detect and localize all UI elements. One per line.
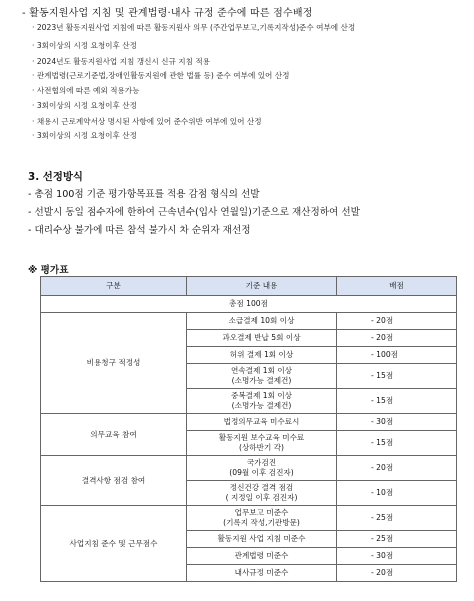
list-item: · 2023년 활동지원사업 지침에 따른 활동지원사 의무 (주간업무보고,기록지작성)준수 여부에 산정 [32,23,356,32]
list-item: · 3회이상의 시정 요청이후 산정 [32,131,137,140]
table-row [41,506,457,531]
evaluation-table [40,276,457,582]
score-cell: - 15점 [337,431,457,456]
list-item: · 관계법령(근로기준법,장애인활동지원에 관한 법률 등) 준수 여부에 있어 산정 [32,71,290,80]
criteria-note: (소명가능 결제건) [231,376,292,385]
criteria-line: 국가검진 [246,458,277,467]
score-cell: - 30점 [337,414,457,431]
criteria-cell [187,565,337,582]
score-cell: - 100점 [337,347,457,364]
criteria-line: 활동지원 사업 지침 미준수 [217,534,306,543]
score-cell: - 15점 [337,364,457,389]
criteria-line: 활동지원 보수교육 미수료 [218,433,305,442]
score-cell: - 20점 [337,313,457,330]
criteria-cell [187,531,337,548]
criteria-cell [187,506,337,531]
score-cell: - 15점 [337,389,457,414]
criteria-cell [187,313,337,330]
total-score: 총점 100점 [41,296,457,313]
section3-title: 3. 선정방식 [28,171,83,183]
column-header: 구분 [41,277,187,296]
score-cell: - 25점 [337,506,457,531]
criteria-line: 중복결제 1회 이상 [230,391,292,400]
criteria-line: 정신건강 결격 점검 [229,483,294,492]
score-cell: - 20점 [337,330,457,347]
criteria-line: 법정의무교육 미수료시 [223,417,300,426]
criteria-note: (소명가능 결제건) [231,401,292,410]
list-item: · 2024년도 활동지원사업 지침 갱신시 신규 지침 적용 [32,57,211,66]
table-header-row [41,277,457,296]
category-cell: 의무교육 참여 [41,414,187,456]
list-item: - 총점 100점 기준 평가항목표를 적용 감점 형식의 선발 [28,189,260,200]
criteria-line: 내사규정 미준수 [234,568,289,577]
criteria-cell [187,414,337,431]
criteria-cell [187,456,337,481]
column-header: 기준 내용 [187,277,337,296]
table-row [41,456,457,481]
total-row [41,296,457,313]
criteria-line: 과오결제 반납 5회 이상 [222,333,301,342]
criteria-line: 업무보고 미준수 [234,508,289,517]
list-item: - 선발시 동일 점수자에 한하여 근속년수(입사 연월일)기준으로 재산정하여 선발 [28,207,360,218]
table-row [41,313,457,330]
criteria-cell [187,431,337,456]
score-cell: - 30점 [337,548,457,565]
criteria-cell [187,548,337,565]
criteria-cell [187,389,337,414]
section2-heading: - 활동지원사업 지침 및 관계법령·내사 규정 준수에 따른 점수배정 [22,8,313,19]
list-item: - 대리수상 불가에 따른 참석 불가시 차 순위자 재선정 [28,225,251,236]
criteria-line: 허위 결제 1회 이상 [229,350,294,359]
list-item: · 3회이상의 시정 요청이후 산정 [32,41,137,50]
table-row [41,414,457,431]
score-cell: - 10점 [337,481,457,506]
list-item: · 채용시 근로계약서상 명시된 사항에 있어 준수위반 여부에 있어 산정 [32,117,262,126]
criteria-line: 연속결제 1회 이상 [230,366,292,375]
table-heading: ※ 평가표 [28,265,69,276]
category-cell: 사업지침 준수 및 근무점수 [41,506,187,582]
criteria-line: 소급결제 10회 이상 [228,316,295,325]
category-cell: 결격사항 점검 참여 [41,456,187,506]
criteria-note: (09월 이후 검진자) [229,468,294,477]
criteria-line: 관계법령 미준수 [234,551,289,560]
column-header: 배점 [337,277,457,296]
criteria-note: ( 지정일 이후 검진자) [225,493,298,502]
criteria-note: (상하반기 각) [238,443,285,452]
category-cell: 비용청구 적정성 [41,313,187,414]
criteria-cell [187,347,337,364]
list-item: · 3회이상의 시정 요청이후 산정 [32,101,137,110]
score-cell: - 25점 [337,531,457,548]
criteria-cell [187,330,337,347]
criteria-note: (기록지 작성,기관방문) [223,518,300,527]
score-cell: - 20점 [337,456,457,481]
list-item: · 사전협의에 따른 예외 적용가능 [32,86,140,95]
score-cell: - 20점 [337,565,457,582]
criteria-cell [187,481,337,506]
criteria-cell [187,364,337,389]
